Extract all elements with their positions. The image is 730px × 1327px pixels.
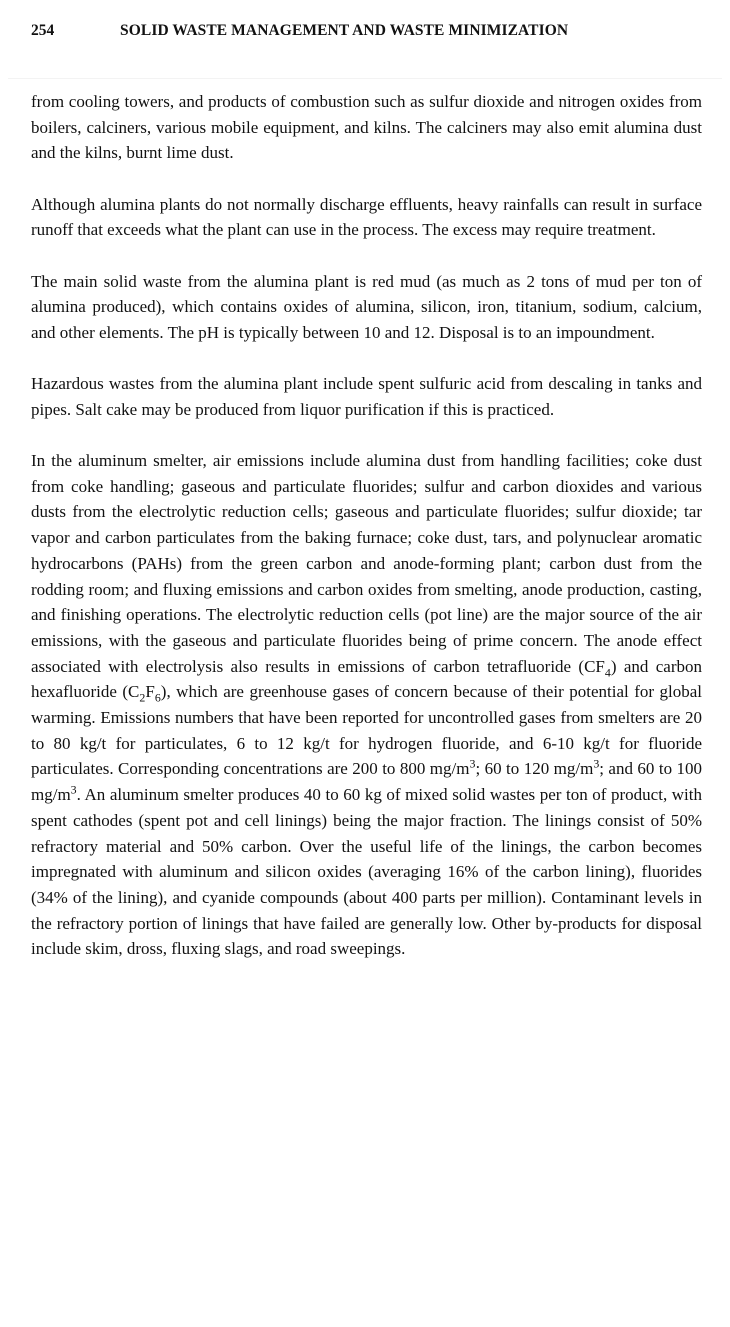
paragraph-5 [31, 448, 702, 962]
body-text [31, 89, 702, 962]
paragraph-4: Hazardous wastes from the alumina plant include spent sulfuric acid from descaling in tanks and pipes. Salt cake may be produced from liquor purification if this is practiced. [31, 374, 702, 419]
paragraph-5-text-a: In the aluminum smelter, air emissions include alumina dust from handling facilities; coke dust from coke handling; gaseous and particulate fluorides; sulfur and carbon dioxides and various dusts from the electrolytic reduction cells; gaseous and particulate fluorides; sulfur dioxide; tar vapor and carbon particulates from the baking furnace; coke dust, tars, and polynuclear aromatic hydrocarbons (PAHs) from the green carbon and anode-forming plant; carbon dust from the rodding room; and fluxing emissions and carbon oxides from smelting, anode production, casting, and finishing operations. The electrolytic reduction cells (pot line) are the major source of the air emissions, with the gaseous and particulate fluorides being of prime concern. The anode effect associated with electrolysis also results in emissions of carbon tetrafluoride (CF [31, 451, 702, 676]
page-number: 254 [31, 22, 55, 39]
page-header [31, 22, 700, 46]
paragraph-5-text-b: ) and carbon hexafluoride (C [31, 656, 702, 702]
paragraph-5-text-f: ; and 60 to 100 mg/m [31, 759, 703, 805]
paragraph-1: from cooling towers, and products of combustion such as sulfur dioxide and nitrogen oxides from boilers, calciners, various mobile equipment, and kilns. The calciners may also emit alumina dust and the kilns, burnt lime dust. [31, 92, 702, 163]
paragraph-2: Although alumina plants do not normally discharge effluents, heavy rainfalls can result in surface runoff that exceeds what the plant can use in the process. The excess may require treatment. [31, 194, 702, 240]
mg-m3-superscript-1: 3 [469, 756, 476, 771]
c2f6-subscript-2: 2 [139, 690, 146, 705]
mg-m3-superscript-2: 3 [593, 756, 600, 771]
paragraph-5-text-c: F [145, 682, 155, 702]
mg-m3-superscript-3: 3 [70, 782, 77, 797]
cf4-subscript: 4 [604, 665, 611, 680]
paragraph-5-text-e: ; 60 to 120 mg/m [475, 759, 594, 779]
paragraph-5-text-g: . An aluminum smelter produces 40 to 60 kg of mixed solid wastes per ton of product, with spent cathodes (spent pot and cell linings) being the major fraction. The linings consist of 50% refractory material and 50% carbon. Over the useful life of the linings, the carbon becomes impregnated with aluminum and silicon oxides (averaging 16% of the carbon lining), fluorides (34% of the lining), and cyanide compounds (about 400 parts per million). Contaminant levels in the refractory portion of linings that have failed are generally low. Other by-products for disposal include skim, dross, fluxing slags, and road sweepings. [31, 785, 702, 959]
paragraph-5-text-d: ), which are greenhouse gases of concern because of their potential for global warming. Emissions numbers that have been reported for uncontrolled gases from smelters are 20 to 80 kg/t for particulates, 6 to 12 kg/t for hydrogen fluoride, and 6-10 kg/t for fluoride particulates. Corresponding concentrations are 200 to 800 mg/m [31, 682, 703, 779]
paragraph-3: The main solid waste from the alumina plant is red mud (as much as 2 tons of mud per ton of alumina produced), which contains oxides of alumina, silicon, iron, titanium, sodium, calcium, and other elements. The pH is typically between 10 and 12. Disposal is to an impoundment. [31, 271, 702, 342]
header-divider [8, 78, 722, 79]
running-title: SOLID WASTE MANAGEMENT AND WASTE MINIMIZATION [120, 22, 569, 39]
c2f6-subscript-6: 6 [154, 690, 161, 705]
